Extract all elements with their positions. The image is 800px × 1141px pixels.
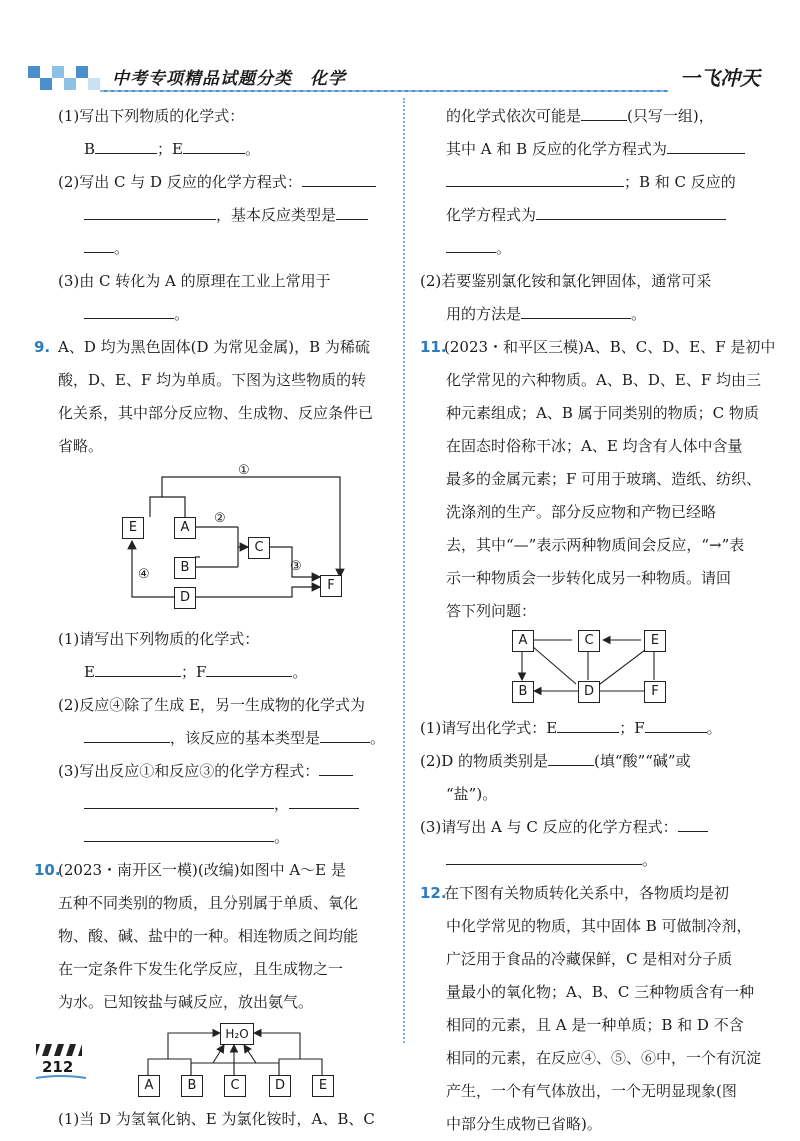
left-column: (1)写出下列物质的化学式： B ；E 。 (2)写出 C 与 D 反应的化学方程式： ，基本反应类型是 。 (3)由 C 转化为 A 的原理在工业上常用于 。 9. A、D 均为黑色固体(D 为常见金属)，B 为稀硫 酸，D、E、F 均为单质。下图为这些物质的转 化关系，其中部分反应物、生成物、反应条件已 省略。 E A B C D F ① ② ③ ④ (1)请写出下列物质的化学式： E ；F 。 (2)反应④除了生成 E，另一生成物的化学式为 ，该反应的基本类型是 。 (3)写出反应①和反应③的化学方程式： ， 。 10.(2023・南开区一模)(改编)如图中 A～E 是 五种不同类别的物质，且分别属于单质、氧化 物、酸、碱、盐中的一种。相连物质之间均能 在一定条件下发生化学反应，且生成物之一 为水。已知铵盐与碱反应，放出氨气。 H₂O A B C D E (1)当 D 为氢氧化钠、E 为氯化铵时，A、B、C — [58, 100, 394, 1136]
q11-node-b: B — [512, 681, 534, 703]
answer-blank[interactable] — [95, 660, 181, 677]
q11-part2-cont: “盐”)。 — [446, 785, 498, 803]
page-number-underline — [36, 1074, 86, 1082]
q10-node-c: C — [224, 1075, 246, 1097]
q9-part2-cont: ，该反应的基本类型是 。 — [58, 722, 394, 755]
q8-part3: (3)由 C 转化为 A 的原理在工业上常用于 — [58, 272, 331, 290]
q10-stem: 10.(2023・南开区一模)(改编)如图中 A～E 是 — [58, 854, 394, 887]
q9-node-a: A — [174, 517, 196, 539]
question-number: 11. — [420, 338, 447, 356]
page-header — [28, 58, 780, 94]
q9-label-4: ④ — [138, 567, 150, 582]
q9-part2: (2)反应④除了生成 E，另一生成物的化学式为 — [58, 696, 365, 714]
answer-blank[interactable] — [521, 302, 631, 319]
q10-cont-1: 的化学式依次可能是 (只写一组)， — [420, 100, 760, 133]
answer-blank[interactable] — [84, 825, 274, 842]
q9-part3: (3)写出反应①和反应③的化学方程式： — [58, 755, 394, 788]
q11-part3-end: 。 — [420, 844, 760, 877]
answer-blank[interactable] — [319, 759, 353, 776]
q8-part2: (2)写出 C 与 D 反应的化学方程式： — [58, 166, 394, 199]
answer-blank[interactable] — [320, 726, 370, 743]
q11-part3: (3)请写出 A 与 C 反应的化学方程式： — [420, 811, 760, 844]
answer-blank[interactable] — [446, 170, 624, 187]
q9-node-e: E — [122, 517, 144, 539]
answer-blank[interactable] — [84, 203, 216, 220]
page-number-badge — [36, 1040, 86, 1078]
q11-node-d: D — [578, 681, 600, 703]
page-number: 212 — [42, 1058, 74, 1076]
q10-cont-5: 。 — [420, 232, 760, 265]
q9-label-2: ② — [214, 511, 226, 526]
q11-node-a: A — [512, 630, 534, 652]
q9-node-b: B — [174, 557, 196, 579]
q10-node-e: E — [312, 1075, 334, 1097]
question-number: 9. — [34, 338, 51, 356]
q9-label-3: ③ — [290, 559, 302, 574]
question-number: 12. — [420, 884, 447, 902]
answer-blank[interactable] — [336, 203, 368, 220]
answer-blank[interactable] — [302, 170, 376, 187]
q11-node-c: C — [578, 630, 600, 652]
header-brand: 一飞冲天 — [680, 66, 760, 90]
answer-blank[interactable] — [557, 716, 619, 733]
q10-node-b: B — [181, 1075, 203, 1097]
q9-label-1: ① — [238, 463, 250, 478]
q10-cont-2: 其中 A 和 B 反应的化学方程式为 — [420, 133, 760, 166]
q8-part3-end: 。 — [58, 298, 394, 331]
q9-node-d: D — [174, 587, 196, 609]
header-title: 中考专项精品试题分类 化学 — [112, 69, 346, 89]
q11-node-e: E — [644, 630, 666, 652]
q11-part1: (1)请写出化学式：E ；F 。 — [420, 712, 760, 745]
q8-part1-answers: B ；E 。 — [58, 133, 394, 166]
q8-part2-cont: ，基本反应类型是 — [58, 199, 394, 232]
q11-part2: (2)D 的物质类别是 (填“酸”“碱”或 — [420, 745, 760, 778]
q9-node-c: C — [248, 537, 270, 559]
answer-blank[interactable] — [667, 137, 745, 154]
q10-node-h2o: H₂O — [220, 1023, 254, 1045]
q8-part2-end: 。 — [58, 232, 394, 265]
q11-stem: 11.(2023・和平区三模)A、B、C、D、E、F 是初中 — [420, 331, 760, 364]
question-number: 10. — [34, 861, 61, 879]
q9-part3-cont: ， — [58, 788, 394, 821]
q9-diagram — [58, 463, 394, 623]
q10-node-d: D — [269, 1075, 291, 1097]
answer-blank[interactable] — [206, 660, 292, 677]
answer-blank[interactable] — [84, 236, 114, 253]
answer-blank[interactable] — [84, 792, 274, 809]
q10-part2-cont: 用的方法是 。 — [420, 298, 760, 331]
q12-stem: 12.在下图有关物质转化关系中，各物质均是初 — [420, 877, 760, 910]
q10-cont-4: 化学方程式为 — [420, 199, 760, 232]
answer-blank[interactable] — [289, 792, 359, 809]
answer-blank[interactable] — [548, 749, 594, 766]
q10-part1: (1)当 D 为氢氧化钠、E 为氯化铵时，A、B、C — [58, 1110, 375, 1128]
q10-cont-3: ；B 和 C 反应的 — [420, 166, 760, 199]
q10-diagram — [58, 1019, 394, 1103]
answer-blank[interactable] — [183, 137, 245, 154]
answer-blank[interactable] — [536, 203, 726, 220]
answer-blank[interactable] — [446, 848, 642, 865]
q9-part3-end: 。 — [58, 821, 394, 854]
clapper-icon — [36, 1040, 86, 1060]
q9-node-f: F — [320, 575, 342, 597]
q9-part1-answers: E ；F 。 — [58, 656, 394, 689]
answer-blank[interactable] — [95, 137, 157, 154]
q10-part2: (2)若要鉴别氯化铵和氯化钾固体，通常可采 — [420, 272, 712, 290]
answer-blank[interactable] — [645, 716, 707, 733]
column-divider — [403, 98, 405, 1043]
q9-stem: 9. A、D 均为黑色固体(D 为常见金属)，B 为稀硫 — [58, 331, 394, 364]
answer-blank[interactable] — [446, 236, 496, 253]
answer-blank[interactable] — [678, 815, 708, 832]
q11-node-f: F — [644, 681, 666, 703]
answer-blank[interactable] — [581, 104, 627, 121]
answer-blank[interactable] — [84, 302, 174, 319]
q9-part1: (1)请写出下列物质的化学式： — [58, 630, 260, 648]
q10-node-a: A — [138, 1075, 160, 1097]
q11-diagram — [420, 628, 760, 712]
right-column: 的化学式依次可能是 (只写一组)， 其中 A 和 B 反应的化学方程式为 ；B 和 C 反应的 化学方程式为 。 (2)若要鉴别氯化铵和氯化钾固体，通常可采 用的方法是 。 11.(2023・和平区三模)A、B、C、D、E、F 是初中 化学常见的六种物质。A、B、D、E、F 均由三 种元素组成；A、B 属于同类别的物质；C 物质 在固态时俗称干冰；A、E 均含有人体中含量 最多的金属元素；F 可用于玻璃、造纸、纺织、 洗涤剂的生产。部分反应物和产物已经略 去，其中“—”表示两种物质间会反应，“→”表 示一种物质会一步转化成另一种物质。请回 答下列问题： A C E B D F (1)请写出化学式：E ；F 。 (2)D 的物质类别是 (填“酸”“碱”或 “盐”)。 (3)请写出 A 与 C 反应的化学方程式： 。 12.在下图有关物质转化关系中，各物质均是初 中化学常见的物质，其中固体 B 可做制冷剂， 广泛用于食品的冷藏保鲜，C 是相对分子质 量最小的氧化物；A、B、C 三种物质含有一种 相同的元素，且 A 是一种单质；B 和 D 不含 相同的元素，在反应④、⑤、⑥中，一个有沉淀 产生，一个有气体放出，一个无明显现象(图 中部分生成物已省略)。 — [420, 100, 760, 1141]
answer-blank[interactable] — [84, 726, 170, 743]
q8-part1: (1)写出下列物质的化学式： — [58, 107, 245, 125]
q9-diagram-lines — [58, 463, 394, 623]
